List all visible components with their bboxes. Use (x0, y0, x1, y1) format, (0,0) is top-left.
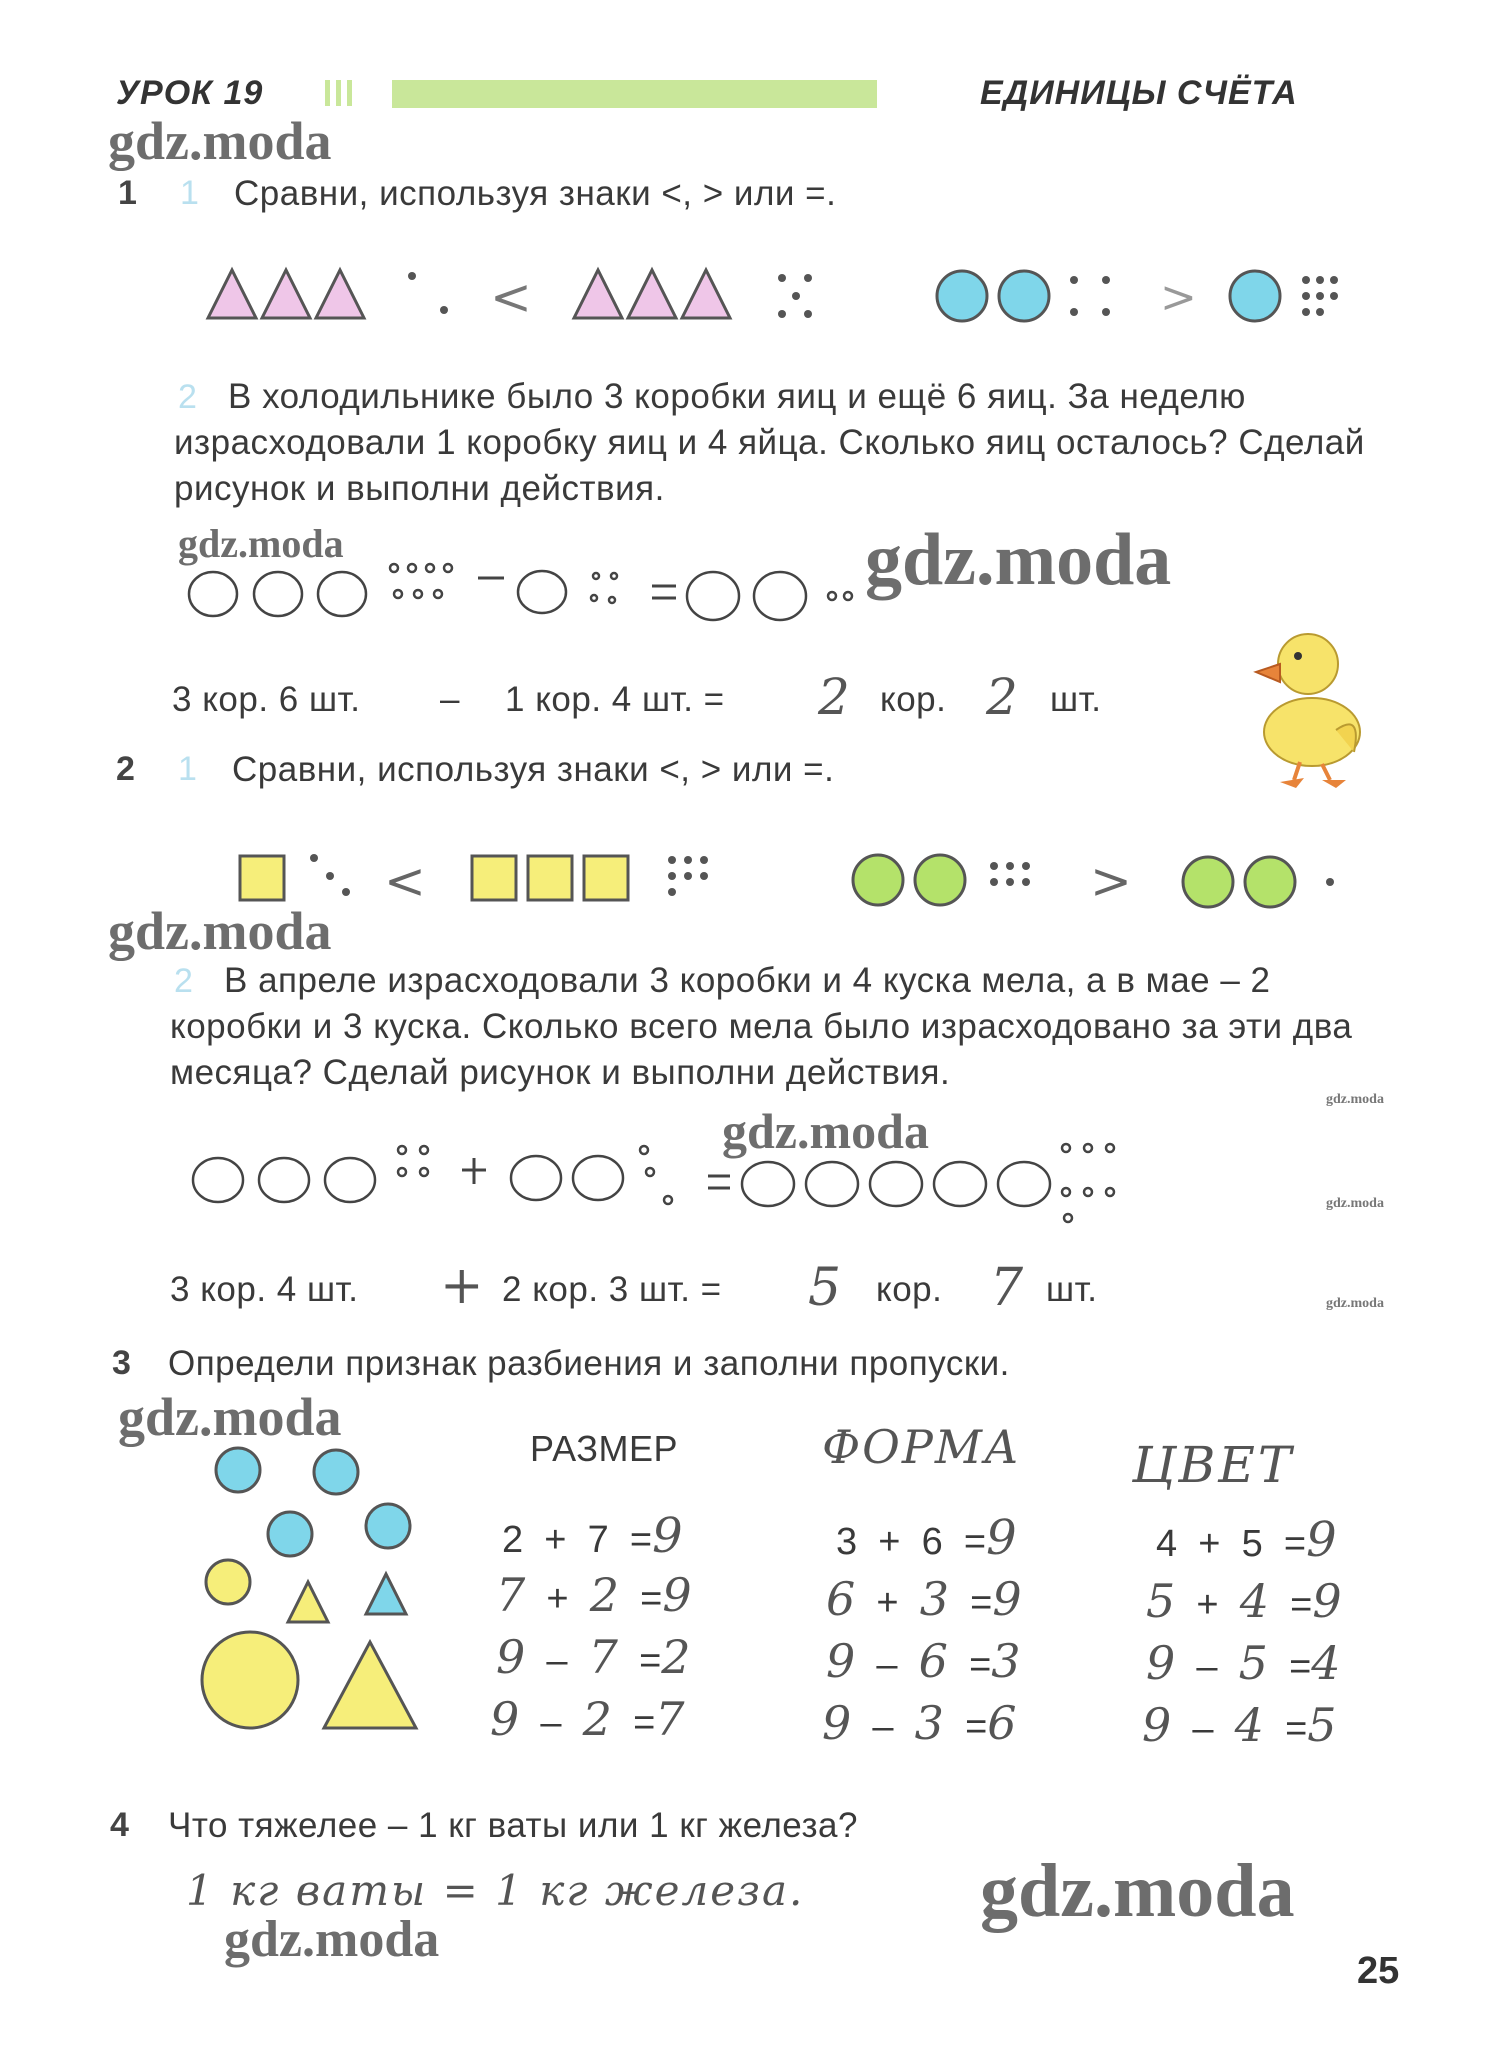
column-label-size: РАЗМЕР (530, 1428, 678, 1469)
comparison-sign: > (1090, 852, 1132, 910)
column-label-shape: ФОРМА (822, 1420, 1021, 1474)
task-number: 2 (116, 750, 135, 788)
yellow-triangle (288, 1582, 328, 1622)
watermark: gdz.moda (1326, 1092, 1384, 1107)
watermark: gdz.moda (224, 1911, 440, 1968)
task-instruction: Определи признак разбиения и заполни пропуски. (168, 1344, 1010, 1383)
handwritten-answer: 7 (990, 1258, 1024, 1318)
unit-label: шт. (1050, 680, 1102, 719)
subtask-number: 2 (178, 378, 197, 416)
yellow-circle (206, 1560, 250, 1604)
equation-part: 3 кор. 4 шт. (170, 1270, 359, 1309)
handwritten-answer: 2 (818, 668, 850, 726)
yellow-circle (202, 1632, 298, 1728)
task-instruction: Сравни, используя знаки <, > или =. (234, 174, 837, 213)
task-question: Что тяжелее – 1 кг ваты или 1 кг железа? (168, 1806, 858, 1845)
unit-label: шт. (1046, 1270, 1098, 1309)
equation-row: 2 + 7 =9 (502, 1508, 683, 1564)
watermark: gdz.moda (178, 521, 344, 566)
unit-label: кор. (876, 1270, 943, 1309)
equation-row: 9 – 3 =6 (822, 1696, 1017, 1750)
handwritten-answer: 1 кг ваты = 1 кг железа. (186, 1866, 805, 1915)
watermark: gdz.moda (1326, 1196, 1384, 1211)
equation-row: 9 – 4 =5 (1142, 1698, 1337, 1752)
equation-operator: + (440, 1256, 484, 1316)
subtask-number: 1 (180, 174, 199, 212)
equation-row: 3 + 6 =9 (836, 1510, 1017, 1566)
equation-row: 9 – 7 =2 (496, 1630, 691, 1684)
subtask-number: 2 (174, 962, 193, 1000)
watermark: gdz.moda (118, 1387, 342, 1447)
equation-row: 7 + 2 =9 (496, 1568, 692, 1622)
equation-row: 9 – 6 =3 (826, 1634, 1021, 1688)
blue-circle (268, 1512, 312, 1556)
comparison-sign: < (384, 852, 426, 910)
watermark: gdz.moda (1326, 1296, 1384, 1311)
equation-row: 9 – 5 =4 (1146, 1636, 1341, 1690)
handwritten-answer: 5 (808, 1258, 842, 1318)
equation-row: 5 + 4 =9 (1146, 1574, 1342, 1628)
equation-part: 3 кор. 6 шт. (172, 680, 361, 719)
handwritten-answer: 2 (986, 668, 1018, 726)
watermark: gdz.moda (722, 1103, 929, 1159)
subtask-number: 1 (178, 750, 197, 788)
equation-part: 1 кор. 4 шт. = (505, 680, 725, 719)
equation-operator: – (440, 680, 460, 719)
equation-row: 6 + 3 =9 (826, 1572, 1022, 1626)
word-problem-text: В холодильнике было 3 коробки яиц и ещё 6 яиц. За неделю израсходовали 1 коробку яиц и 4 яйца. Сколько яиц осталось? Сделай рисунок и выполни действия. (174, 377, 1365, 508)
task-instruction: Сравни, используя знаки <, > или =. (232, 750, 835, 789)
task-number: 4 (110, 1806, 129, 1844)
watermark: gdz.moda (108, 901, 332, 961)
watermark: gdz.moda (108, 111, 332, 171)
equation-row: 4 + 5 =9 (1156, 1512, 1337, 1568)
page-number: 25 (1357, 1950, 1400, 1992)
blue-circle (216, 1448, 260, 1492)
yellow-triangle (324, 1642, 416, 1728)
watermark: gdz.moda (865, 519, 1172, 601)
page-title: ЕДИНИЦЫ СЧЁТА (980, 74, 1298, 112)
unit-label: кор. (880, 680, 947, 719)
comparison-sign: < (490, 268, 532, 326)
blue-circle (314, 1450, 358, 1494)
blue-circle (366, 1504, 410, 1548)
task-number: 3 (112, 1344, 131, 1382)
comparison-sign: > (1160, 272, 1197, 323)
watermark: gdz.moda (980, 1849, 1295, 1933)
word-problem-text: В апреле израсходовали 3 коробки и 4 куска мела, а в мае – 2 коробки и 3 куска. Сколько всего мела было израсходовано за эти два месяца? Сделай рисунок и выполни действия. (170, 961, 1353, 1092)
equation-part: 2 кор. 3 шт. = (502, 1270, 722, 1309)
column-label-color: ЦВЕТ (1132, 1436, 1295, 1494)
lesson-label: УРОК 19 (116, 74, 264, 112)
blue-triangle (366, 1574, 406, 1614)
equation-row: 9 – 2 =7 (490, 1692, 685, 1746)
task-number: 1 (118, 174, 137, 212)
